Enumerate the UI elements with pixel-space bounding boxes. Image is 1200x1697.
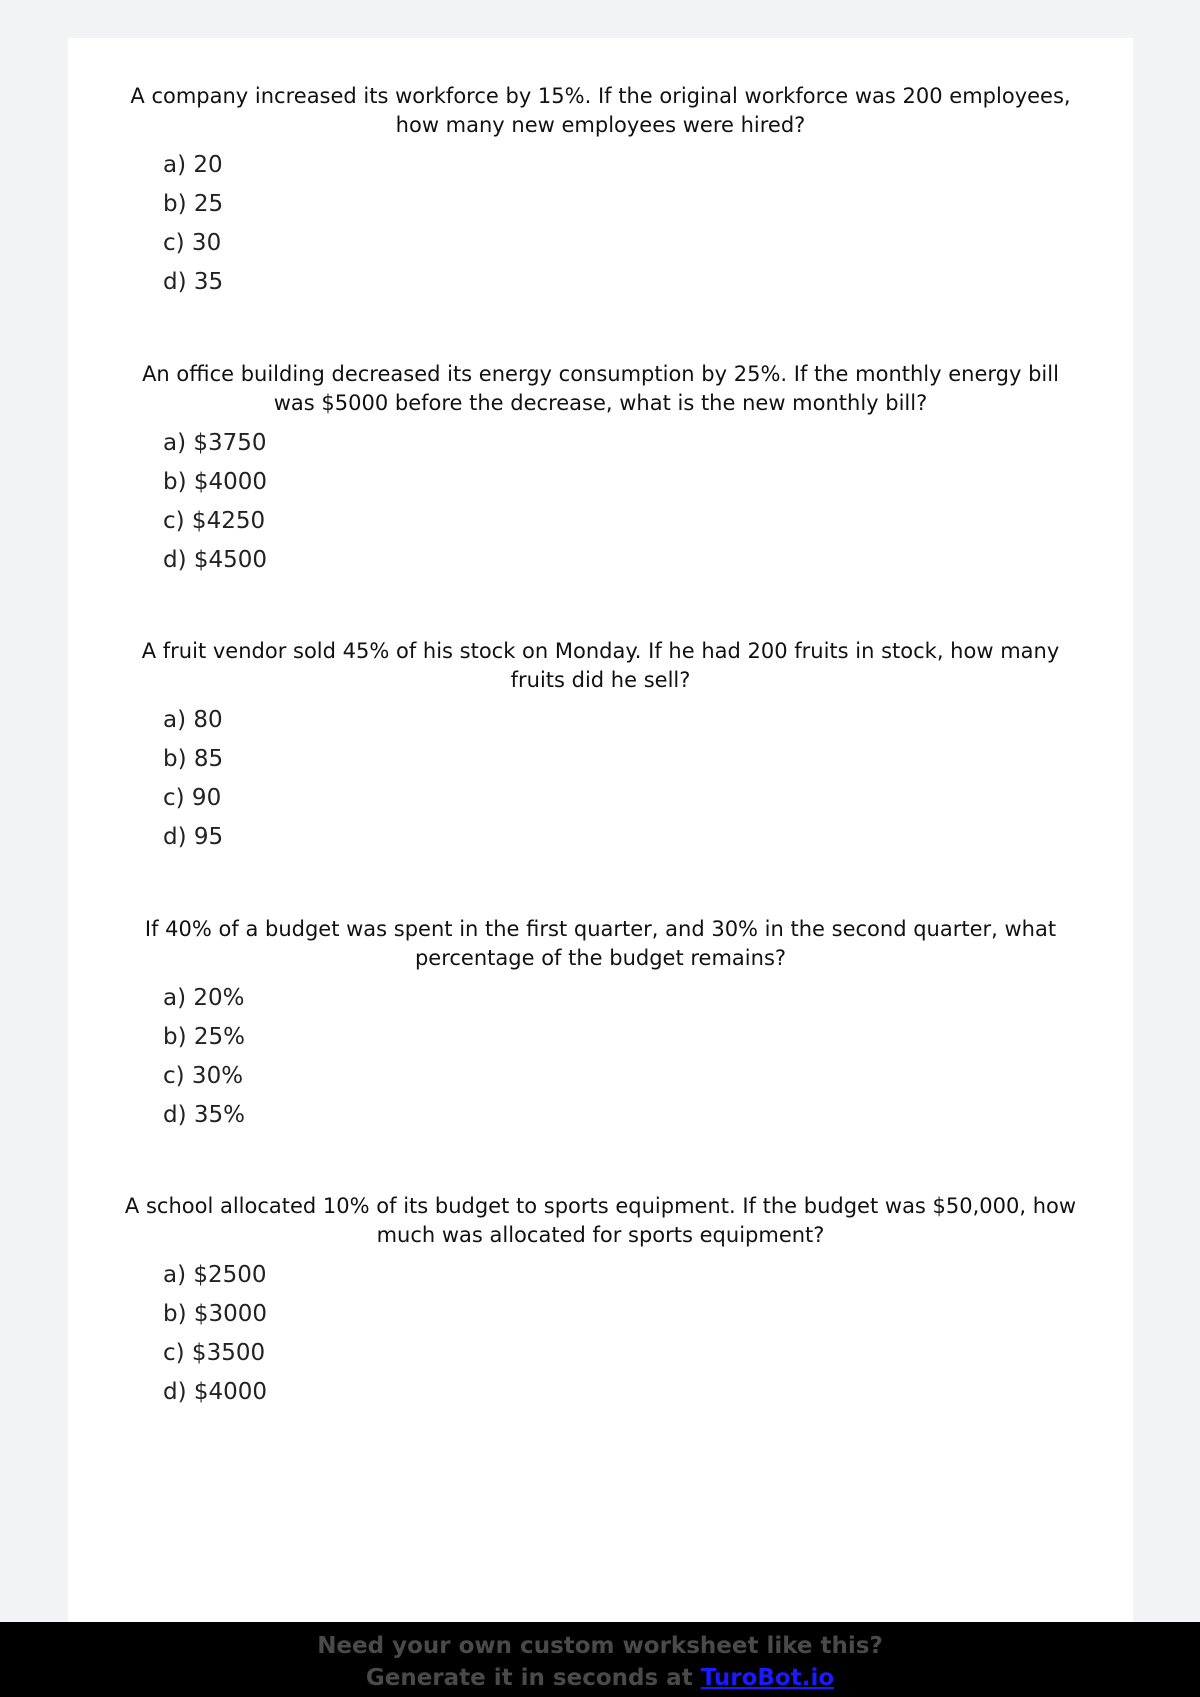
answer-option-c: c) 30% xyxy=(163,1063,244,1089)
answer-option-d: d) 35% xyxy=(163,1102,246,1128)
answer-option-d: d) 95 xyxy=(163,824,224,850)
footer-line-1: Need your own custom worksheet like this? xyxy=(317,1633,883,1659)
answer-option-d: d) 35 xyxy=(163,269,224,295)
answer-options xyxy=(68,424,1133,580)
answer-option-a: a) $3750 xyxy=(163,430,267,456)
footer-line-2 xyxy=(0,1662,1200,1694)
answer-option-d: d) $4500 xyxy=(163,547,268,573)
answer-option-a: a) $2500 xyxy=(163,1262,267,1288)
question-text: A fruit vendor sold 45% of his stock on Monday. If he had 200 fruits in stock, how many fruits did he sell? xyxy=(141,639,1060,692)
promo-footer xyxy=(0,1622,1200,1697)
answer-option-a: a) 20 xyxy=(163,152,223,178)
question-text: If 40% of a budget was spent in the first quarter, and 30% in the second quarter, what percentage of the budget remains? xyxy=(144,917,1057,970)
answer-option-c: c) 90 xyxy=(163,785,222,811)
answer-option-c: c) $3500 xyxy=(163,1340,266,1366)
worksheet-page xyxy=(68,38,1133,1623)
answer-options xyxy=(68,1256,1133,1412)
question-5 xyxy=(68,1192,1133,1412)
answer-option-b: b) 85 xyxy=(163,746,224,772)
question-text: A company increased its workforce by 15%. If the original workforce was 200 employees, how many new employees were hired? xyxy=(130,84,1071,137)
answer-option-b: b) $4000 xyxy=(163,469,268,495)
question-3 xyxy=(68,637,1133,857)
answer-option-b: b) $3000 xyxy=(163,1301,268,1327)
answer-options xyxy=(68,701,1133,857)
question-2 xyxy=(68,360,1133,580)
answer-option-b: b) 25% xyxy=(163,1024,246,1050)
question-1 xyxy=(68,82,1133,302)
answer-option-b: b) 25 xyxy=(163,191,224,217)
answer-options xyxy=(68,146,1133,302)
question-text: A school allocated 10% of its budget to sports equipment. If the budget was $50,000, how much was allocated for sports equipment? xyxy=(124,1194,1077,1247)
answer-option-a: a) 80 xyxy=(163,707,223,733)
answer-option-c: c) $4250 xyxy=(163,508,266,534)
question-text: An office building decreased its energy consumption by 25%. If the monthly energy bill was $5000 before the decrease, what is the new monthly bill? xyxy=(142,362,1059,415)
answer-option-a: a) 20% xyxy=(163,985,245,1011)
turobot-link[interactable]: TuroBot.io xyxy=(700,1665,835,1691)
footer-line-2-text: Generate it in seconds at xyxy=(365,1665,701,1691)
answer-option-c: c) 30 xyxy=(163,230,222,256)
answer-options xyxy=(68,979,1133,1135)
answer-option-d: d) $4000 xyxy=(163,1379,268,1405)
question-4 xyxy=(68,915,1133,1135)
